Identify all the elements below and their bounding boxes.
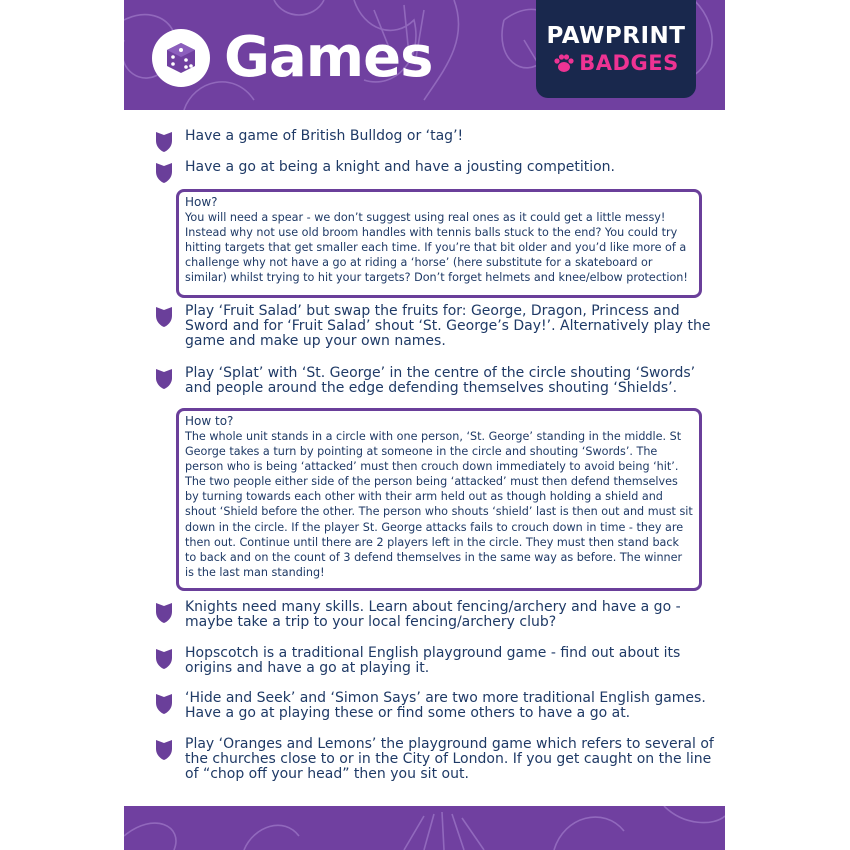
list-item-text: ‘Hide and Seek’ and ‘Simon Says’ are two more traditional English games. Have a go at playing these or find some others to have a go at. — [185, 690, 706, 721]
how-box-heading: How? — [185, 195, 218, 209]
list-item-text: Have a game of British Bulldog or ‘tag’! — [185, 128, 464, 144]
list-item — [154, 691, 714, 721]
shield-bullet-icon — [154, 693, 174, 715]
how-to-box-body: The whole unit stands in a circle with one person, ‘St. George’ standing in the middle. St George takes a turn by pointing at someone in the circle and shouting ‘Swords’. The person who is being ‘attacked’ must then crouch down immediately to avoid being ‘hit’. The two people either side of the person being ‘attacked’ must then defend themselves by turning towards each other with their arm held out as though holding a shield and shout ‘Shield before the other. The person who shouts ‘shield’ last is then out and must sit down in the circle. If the player St. George attacks fails to crouch down in time - they are then out. Continue until there are 2 players left in the circle. They must then stand back to back and on the count of 3 defend themselves in the same way as before. The winner is the last man standing! — [185, 430, 693, 579]
list-item-text: Play ‘Oranges and Lemons’ the playground game which refers to several of the churches close to or in the City of London. If you get caught on the line of “chop off your head” then you sit out. — [185, 736, 714, 782]
how-to-box — [176, 408, 702, 591]
shield-bullet-icon — [154, 162, 174, 184]
list-item — [154, 366, 714, 396]
list-item-text: Have a go at being a knight and have a jousting competition. — [185, 159, 615, 175]
how-box — [176, 189, 702, 298]
list-item — [154, 129, 714, 153]
logo-top-text: PAWPRINT — [546, 23, 686, 49]
shield-bullet-icon — [154, 368, 174, 390]
footer-banner — [124, 806, 725, 850]
games-page — [124, 0, 725, 850]
logo-bottom-row — [553, 51, 678, 75]
logo-bottom-text: BADGES — [579, 51, 679, 75]
list-item — [154, 304, 714, 349]
shield-bullet-icon — [154, 739, 174, 761]
die-icon — [163, 40, 199, 76]
shield-bullet-icon — [154, 306, 174, 328]
list-item — [154, 646, 714, 676]
die-badge — [152, 29, 210, 87]
paw-icon — [553, 53, 575, 73]
list-item — [154, 737, 714, 782]
how-box-body: You will need a spear - we don’t suggest using real ones as it could get a little messy! Instead why not use old broom handles with tennis balls stuck to the end? You could try hitting targets that get smaller each time. If you’re that bit older and you’d like more of a challenge why not have a go at riding a ‘horse’ (here substitute for a skateboard or similar) whilst trying to hit your targets? Don’t forget helmets and knee/elbow protection! — [185, 211, 688, 285]
list-item — [154, 160, 714, 184]
list-item-text: Play ‘Splat’ with ‘St. George’ in the centre of the circle shouting ‘Swords’ and people around the edge defending themselves shouting ‘Shields’. — [185, 365, 696, 396]
title-group — [152, 26, 432, 90]
list-item — [154, 600, 714, 630]
pawprint-badges-logo — [536, 0, 696, 98]
footer-flower-pattern — [124, 806, 725, 850]
shield-bullet-icon — [154, 602, 174, 624]
list-item-text: Knights need many skills. Learn about fencing/archery and have a go - maybe take a trip to your local fencing/archery club? — [185, 599, 681, 630]
how-to-box-heading: How to? — [185, 414, 234, 428]
shield-bullet-icon — [154, 131, 174, 153]
shield-bullet-icon — [154, 648, 174, 670]
page-title: Games — [224, 25, 433, 90]
header-banner — [124, 0, 725, 110]
list-item-text: Play ‘Fruit Salad’ but swap the fruits for: George, Dragon, Princess and Sword and for ‘Fruit Salad’ shout ‘St. George’s Day!’. Alternatively play the game and make up your own names. — [185, 303, 711, 349]
list-item-text: Hopscotch is a traditional English playground game - find out about its origins and have a go at playing it. — [185, 645, 681, 676]
